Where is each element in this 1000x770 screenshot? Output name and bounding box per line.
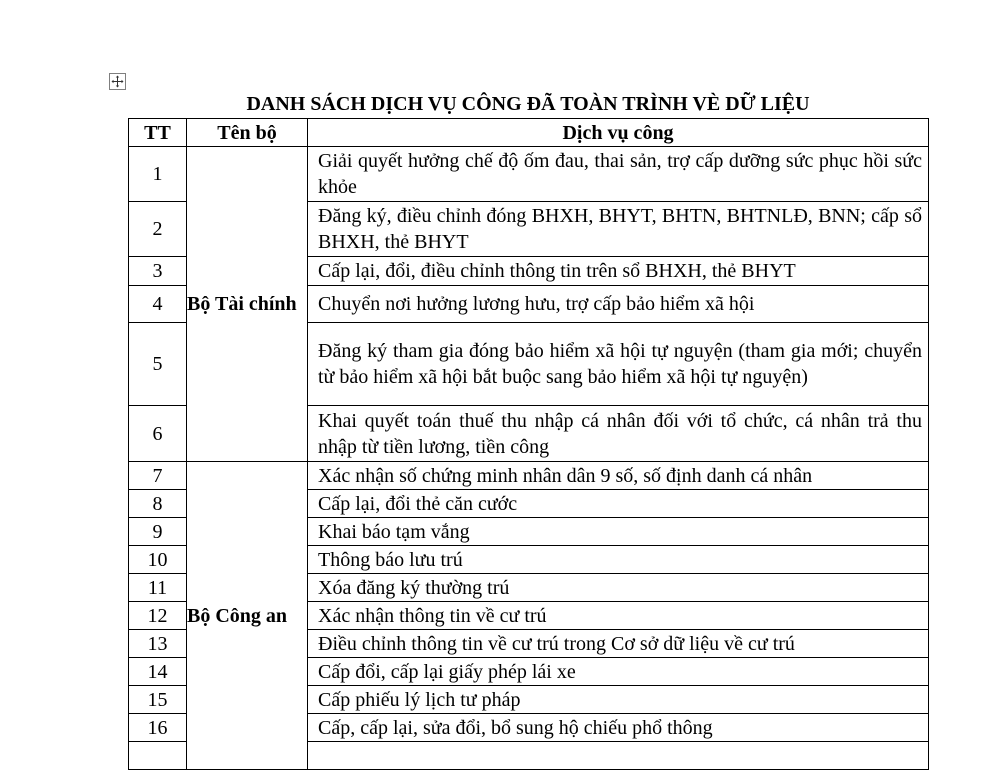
row-number: 8: [129, 490, 187, 518]
row-number: 3: [129, 257, 187, 286]
service-name: Khai quyết toán thuế thu nhập cá nhân đối với tổ chức, cá nhân trả thu nhập từ tiền lương, tiền công: [308, 406, 929, 462]
service-name: Điều chỉnh thông tin về cư trú trong Cơ sở dữ liệu về cư trú: [308, 630, 929, 658]
row-number: [129, 742, 187, 770]
service-name: Xác nhận thông tin về cư trú: [308, 602, 929, 630]
row-number: 15: [129, 686, 187, 714]
service-name: Đăng ký, điều chỉnh đóng BHXH, BHYT, BHTN, BHTNLĐ, BNN; cấp sổ BHXH, thẻ BHYT: [308, 202, 929, 257]
table-row: [129, 147, 929, 202]
row-number: 12: [129, 602, 187, 630]
service-name: Xác nhận số chứng minh nhân dân 9 số, số định danh cá nhân: [308, 462, 929, 490]
service-name: Khai báo tạm vắng: [308, 518, 929, 546]
table-header-row: [129, 119, 929, 147]
row-number: 6: [129, 406, 187, 462]
service-name: Đăng ký tham gia đóng bảo hiểm xã hội tự nguyện (tham gia mới; chuyển từ bảo hiểm xã hội bắt buộc sang bảo hiểm xã hội tự nguyện): [308, 323, 929, 406]
row-number: 13: [129, 630, 187, 658]
row-number: 7: [129, 462, 187, 490]
header-ministry: Tên bộ: [187, 119, 308, 147]
row-number: 11: [129, 574, 187, 602]
row-number: 14: [129, 658, 187, 686]
services-table: [128, 118, 929, 770]
service-name: [308, 742, 929, 770]
row-number: 10: [129, 546, 187, 574]
service-name: Cấp lại, đổi, điều chỉnh thông tin trên sổ BHXH, thẻ BHYT: [308, 257, 929, 286]
service-name: Cấp đổi, cấp lại giấy phép lái xe: [308, 658, 929, 686]
service-name: Thông báo lưu trú: [308, 546, 929, 574]
header-tt: TT: [129, 119, 187, 147]
header-service: Dịch vụ công: [308, 119, 929, 147]
ministry-cell: Bộ Công an: [187, 462, 308, 770]
service-name: Giải quyết hưởng chế độ ốm đau, thai sản, trợ cấp dưỡng sức phục hồi sức khỏe: [308, 147, 929, 202]
row-number: 16: [129, 714, 187, 742]
service-name: Cấp phiếu lý lịch tư pháp: [308, 686, 929, 714]
row-number: 5: [129, 323, 187, 406]
row-number: 9: [129, 518, 187, 546]
service-name: Cấp, cấp lại, sửa đổi, bổ sung hộ chiếu phổ thông: [308, 714, 929, 742]
service-name: Xóa đăng ký thường trú: [308, 574, 929, 602]
document-title: DANH SÁCH DỊCH VỤ CÔNG ĐÃ TOÀN TRÌNH VÈ DỮ LIỆU: [246, 93, 810, 115]
ministry-cell: Bộ Tài chính: [187, 147, 308, 462]
service-name: Cấp lại, đổi thẻ căn cước: [308, 490, 929, 518]
row-number: 2: [129, 202, 187, 257]
table-row: [129, 462, 929, 490]
row-number: 4: [129, 286, 187, 323]
row-number: 1: [129, 147, 187, 202]
table-move-handle-icon[interactable]: [109, 73, 126, 90]
service-name: Chuyển nơi hưởng lương hưu, trợ cấp bảo hiểm xã hội: [308, 286, 929, 323]
